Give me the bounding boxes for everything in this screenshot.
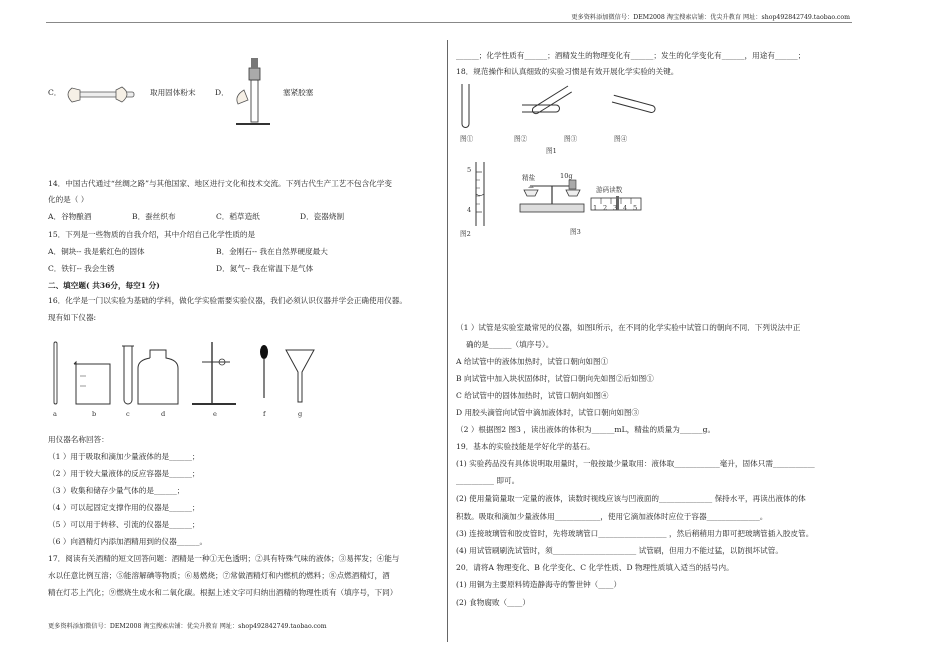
q18-stem: 18．规范操作和认真细致的实验习惯是有效开展化学实验的关键。 bbox=[456, 67, 679, 76]
q16-item-2: （2 ）用于较大量液体的反应容器是______； bbox=[48, 469, 200, 478]
ruler-mark-1: 1 bbox=[593, 204, 598, 212]
q13-c-text: 取用固体粉末 bbox=[150, 88, 196, 97]
q18-option-b: B 向试管中加入块状固体时，试管口朝向先如图②后如图① bbox=[456, 374, 654, 383]
instrument-label-c: c bbox=[126, 410, 130, 418]
q14-option-d: D．瓷器烧制 bbox=[300, 212, 345, 221]
q20-stem: 20．请将A 物理变化、B 化学变化、C 化学性质、D 物理性质填入适当的括号内。 bbox=[456, 563, 734, 572]
q17-line-1: 17．阅读有关酒精的短文回答问题：酒精是一种①无色透明；②具有特殊气味的液体；③易挥发；④能与 bbox=[48, 554, 400, 563]
gas-bottle bbox=[138, 350, 178, 404]
q13-d-text: 塞紧胶塞 bbox=[283, 88, 314, 97]
q16-stem-2: 现有如下仪器: bbox=[48, 313, 97, 322]
q14-stem-1: 14．中国古代通过“丝绸之路”与其他国家、地区进行文化和技术交流。下列古代生产工艺不包含化学变 bbox=[48, 179, 392, 188]
q18-option-d: D 用胶头滴管向试管中滴加液体时，试管口朝向如图③ bbox=[456, 408, 640, 417]
q20-line-1: (1) 用铜为主要原料铸造静海寺的警世钟（____） bbox=[456, 580, 622, 589]
glass-rod bbox=[54, 342, 57, 404]
ruler-mark-2: 2 bbox=[603, 204, 608, 212]
q16-instruments bbox=[46, 336, 316, 410]
test-tube bbox=[124, 346, 132, 404]
page-footer: 更多资料添加微信号：DEM2008 淘宝搜索店铺：优尖升教育 网址：shop492842749.taobao.com bbox=[48, 623, 327, 630]
instrument-label-f: f bbox=[263, 410, 266, 418]
instrument-label-d: d bbox=[161, 410, 166, 418]
section-2-title: 二、填空题( 共36分，每空1 分) bbox=[48, 281, 160, 290]
powder-scoop-illustration bbox=[62, 80, 142, 110]
q18-option-c: C 给试管中的固体加热时，试管口朝向如图④ bbox=[456, 391, 609, 400]
q17-line-2: 水以任意比例互溶；⑤能溶解碘等物质；⑥易燃烧；⑦常做酒精灯和内燃机的燃料；⑧点燃酒精灯，酒 bbox=[48, 571, 390, 580]
q15-option-b: B．金刚石-- 我在自然界硬度最大 bbox=[216, 247, 328, 256]
fig1-test-tubes bbox=[456, 80, 656, 136]
instrument-label-g: g bbox=[298, 410, 303, 418]
q15-option-a: A．铜块-- 我是紫红色的固体 bbox=[48, 247, 145, 256]
q18-option-a: A 给试管中的液体加热时，试管口朝向如图① bbox=[456, 357, 609, 366]
q15-stem: 15．下列是一些物质的自我介绍，其中介绍自己化学性质的是 bbox=[48, 230, 256, 239]
q17-line-3: 精在灯芯上汽化；⑨燃烧生成水和二氧化碳。根据上述文字可归纳出酒精的物理性质有（填序号，下同） bbox=[48, 588, 398, 597]
q17-continuation: ______；化学性质有______；酒精发生的物理变化有______；发生的化学变化有______，用途有______； bbox=[456, 51, 806, 60]
page-header: 更多资料添加微信号：DEM2008 淘宝搜索店铺：优尖升教育 网址：shop492842749.taobao.com bbox=[571, 14, 850, 21]
rider-reading-label: 游码读数 bbox=[596, 186, 623, 194]
q19-line-2: (2) 使用量筒量取一定量的液体，读数时视线应该与凹液面的______________ 保持水平，再读出液体的体 bbox=[456, 494, 806, 503]
q14-option-b: B．蚕丝织布 bbox=[132, 212, 176, 221]
q16-item-1: （1 ）用于吸取和滴加少量液体的是______； bbox=[48, 452, 200, 461]
fig1-label-1: 图① bbox=[460, 135, 474, 143]
tube-tilted-down bbox=[612, 95, 656, 113]
instrument-label-e: e bbox=[213, 410, 217, 418]
q16-item-4: （4 ）可以起固定支撑作用的仪器是______； bbox=[48, 503, 200, 512]
q16-prompt: 用仪器名称回答： bbox=[48, 435, 109, 444]
tube-upright bbox=[462, 84, 469, 128]
q15-option-c: C．铁钉-- 我会生锈 bbox=[48, 264, 115, 273]
instrument-label-a: a bbox=[53, 410, 57, 418]
fig1-caption: 图1 bbox=[546, 147, 557, 155]
fig2-cylinder bbox=[462, 160, 488, 230]
q14-option-c: C．稻草造纸 bbox=[216, 212, 260, 221]
q14-option-a: A．谷物酿酒 bbox=[48, 212, 92, 221]
ruler-mark-3: 3 bbox=[613, 204, 618, 212]
q20-line-2: (2) 食物腐败（____） bbox=[456, 598, 530, 607]
q13-c-label: C． bbox=[48, 88, 62, 97]
q16-item-5: （5 ）可以用于转移、引流的仪器是______； bbox=[48, 520, 200, 529]
q13-d-label: D． bbox=[215, 88, 229, 97]
q16-stem-1: 16．化学是一门以实验为基础的学科，做化学实验需要实验仪器，我们必须认识仪器并学会正确使用仪器。 bbox=[48, 296, 407, 305]
q19-stem: 19．基本的实验技能是学好化学的基石。 bbox=[456, 442, 595, 451]
q18-part1-line2: 确的是______（填序号）。 bbox=[466, 340, 554, 349]
fig1-label-2: 图② bbox=[514, 135, 528, 143]
fig2-caption: 图2 bbox=[460, 230, 471, 238]
q18-part2: （2 ）根据图2 图3 ，读出液体的体积为______mL，精盐的质量为______g。 bbox=[456, 425, 716, 434]
fig1-label-4: 图④ bbox=[614, 135, 628, 143]
q19-line-3: (3) 连接玻璃管和胶皮管时，先将玻璃管口__________________ ，然后稍稍用力即可把玻璃管插入胶皮管。 bbox=[456, 529, 814, 538]
cylinder-mark-4: 4 bbox=[467, 206, 472, 214]
beaker bbox=[74, 362, 110, 404]
dropper bbox=[260, 345, 268, 398]
balance-label-salt: 精盐 bbox=[522, 174, 536, 182]
fig3-caption: 图3 bbox=[570, 228, 581, 236]
funnel bbox=[286, 350, 314, 402]
stopper-tube-illustration bbox=[230, 52, 280, 128]
iron-stand bbox=[192, 342, 236, 404]
q18-part1-line1: （1 ）试管是实验室最常见的仪器，如图Ⅰ所示，在不同的化学实验中试管口的朝向不同．下列说法中正 bbox=[456, 323, 801, 332]
q14-stem-2: 化的是（ ） bbox=[48, 195, 89, 204]
balance-label-weight: 10g bbox=[560, 172, 573, 180]
header-rule bbox=[46, 22, 852, 23]
q16-item-3: （3 ）收集和储存少量气体的是______； bbox=[48, 486, 185, 495]
q19-line-1b: __________ 即可。 bbox=[456, 476, 520, 485]
q16-item-6: （6 ）向酒精灯内添加酒精用到的仪器______。 bbox=[48, 537, 208, 546]
ruler-mark-4: 4 bbox=[623, 204, 628, 212]
q15-option-d: D．氮气-- 我在常温下是气体 bbox=[216, 264, 314, 273]
tube-tilted-up bbox=[531, 86, 572, 115]
q19-line-2b: 积数。吸取和滴加少量液体用____________，使用它滴加液体时应位于容器______________。 bbox=[456, 512, 768, 521]
column-divider bbox=[447, 40, 448, 642]
q19-line-1: (1) 实验药品没有具体说明取用量时，一般按最少量取用：液体取____________毫升，固体只需___________ bbox=[456, 459, 815, 468]
q19-line-4: (4) 用试管刷刷洗试管时，须______________________ 试管刷，但用力不能过猛，以防损坏试管。 bbox=[456, 546, 783, 555]
cylinder-mark-5: 5 bbox=[467, 166, 472, 174]
fig1-label-3: 图③ bbox=[564, 135, 578, 143]
ruler-mark-5: 5 bbox=[633, 204, 638, 212]
instrument-label-b: b bbox=[92, 410, 97, 418]
